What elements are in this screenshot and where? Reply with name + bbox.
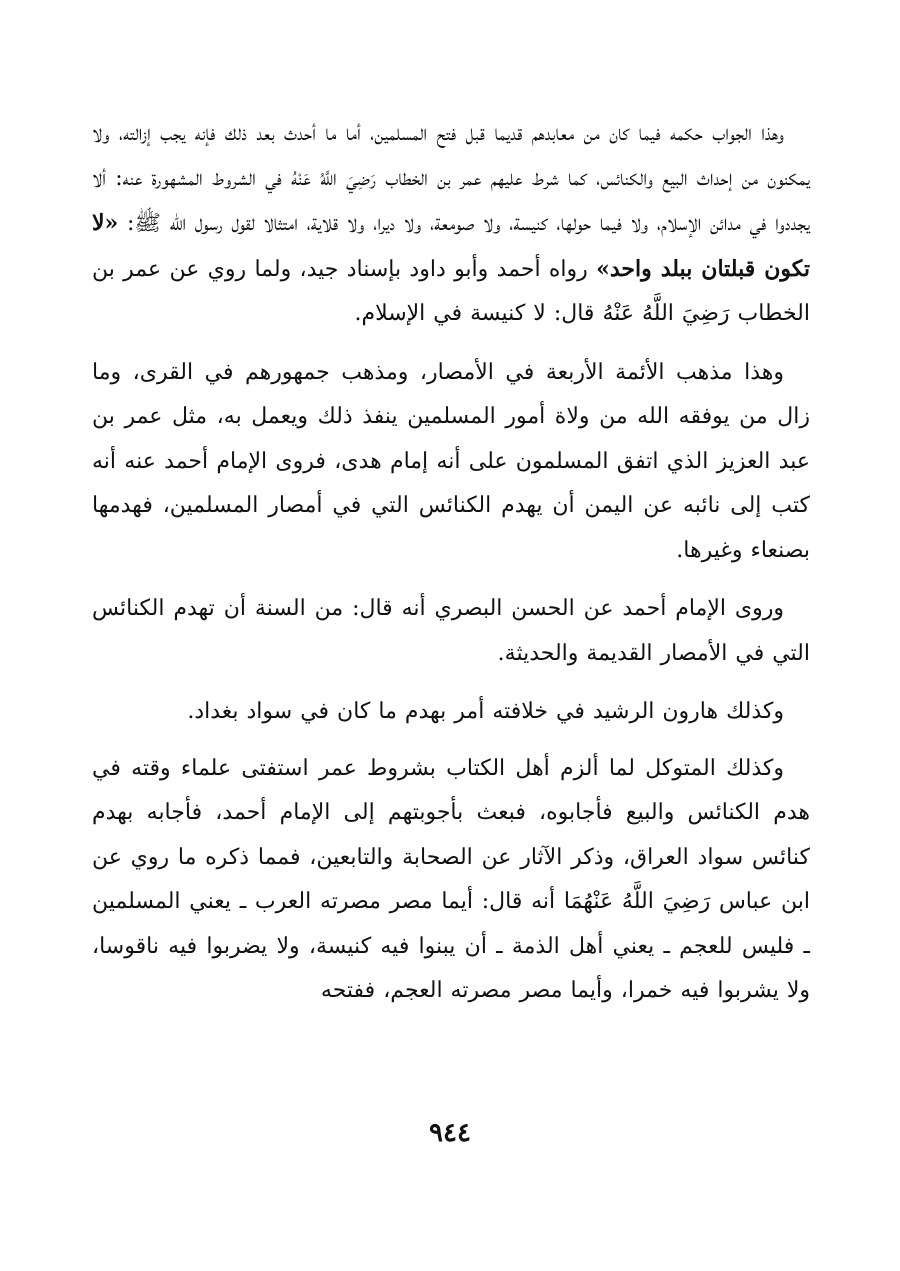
paragraph-5: وكذلك المتوكل لما ألزم أهل الكتاب بشروط عمر استفتى علماء وقته في هدم الكنائس والبيع فأجابوه، فبعث بأجوبتهم إلى الإمام أحمد، فأجابه بهدم كنائس سواد العراق، وذكر الآثار عن الصحابة والتابعين، فمما ذكره ما روي عن ابن عباس رَضِيَ اللَّهُ عَنْهُمَا أنه قال: أيما مصر مصرته العرب ـ يعني المسلمين ـ فليس للعجم ـ يعني أهل الذمة ـ أن يبنوا فيه كنيسة، ولا يضربوا فيه ناقوسا، ولا يشربوا فيه خمرا، وأيما مصر مصرته العجم، ففتحه bbox=[92, 755, 810, 1003]
paragraph-3: وروى الإمام أحمد عن الحسن البصري أنه قال: من السنة أن تهدم الكنائس التي في الأمصار القديمة والحديثة. bbox=[92, 596, 810, 666]
body-text bbox=[92, 112, 810, 1028]
paragraph-4: وكذلك هارون الرشيد في خلافته أمر بهدم ما كان في سواد بغداد. bbox=[187, 699, 784, 724]
paragraph-2: وهذا مذهب الأئمة الأربعة في الأمصار، ومذهب جمهورهم في القرى، وما زال من يوفقه الله من ولاة أمور المسلمين ينفذ ذلك ويعمل به، مثل عمر بن عبد العزيز الذي اتفق المسلمون على أنه إمام هدى، فروى الإمام أحمد عنه أنه كتب إلى نائبه عن اليمن أن يهدم الكنائس التي في أمصار المسلمين، فهدمها بصنعاء وغيرها. bbox=[92, 359, 810, 563]
paragraph-1-text-b: رواه أحمد وأبو داود بإسناد جيد، ولما روي عن عمر بن الخطاب رَضِيَ اللَّهُ عَنْهُ قال: لا كنيسة في الإسلام. bbox=[92, 256, 810, 326]
paragraph-1 bbox=[92, 112, 810, 337]
paragraph-1-text-a: وهذا الجواب حكمه فيما كان من معابدهم قديما قبل فتح المسلمين، أما ما أحدث بعد ذلك فإنه يجب إزالته، ولا يمكنون من إحداث البيع والكنائس، كما شرط عليهم عمر بن الخطاب رَضِيَ اللَّهُ عَنْهُ في الشروط المشهورة عنه: ألا يجددوا في مدائن الإسلام، ولا فيما حولها، كنيسة، ولا صومعة، ولا ديرا، ولا قلاية، امتثالا لقول رسول الله ﷺ: bbox=[92, 121, 810, 236]
hadith-quote: «لا تكون قبلتان ببلد واحد» bbox=[92, 210, 811, 282]
page-number: ٩٤٤ bbox=[429, 1118, 471, 1148]
